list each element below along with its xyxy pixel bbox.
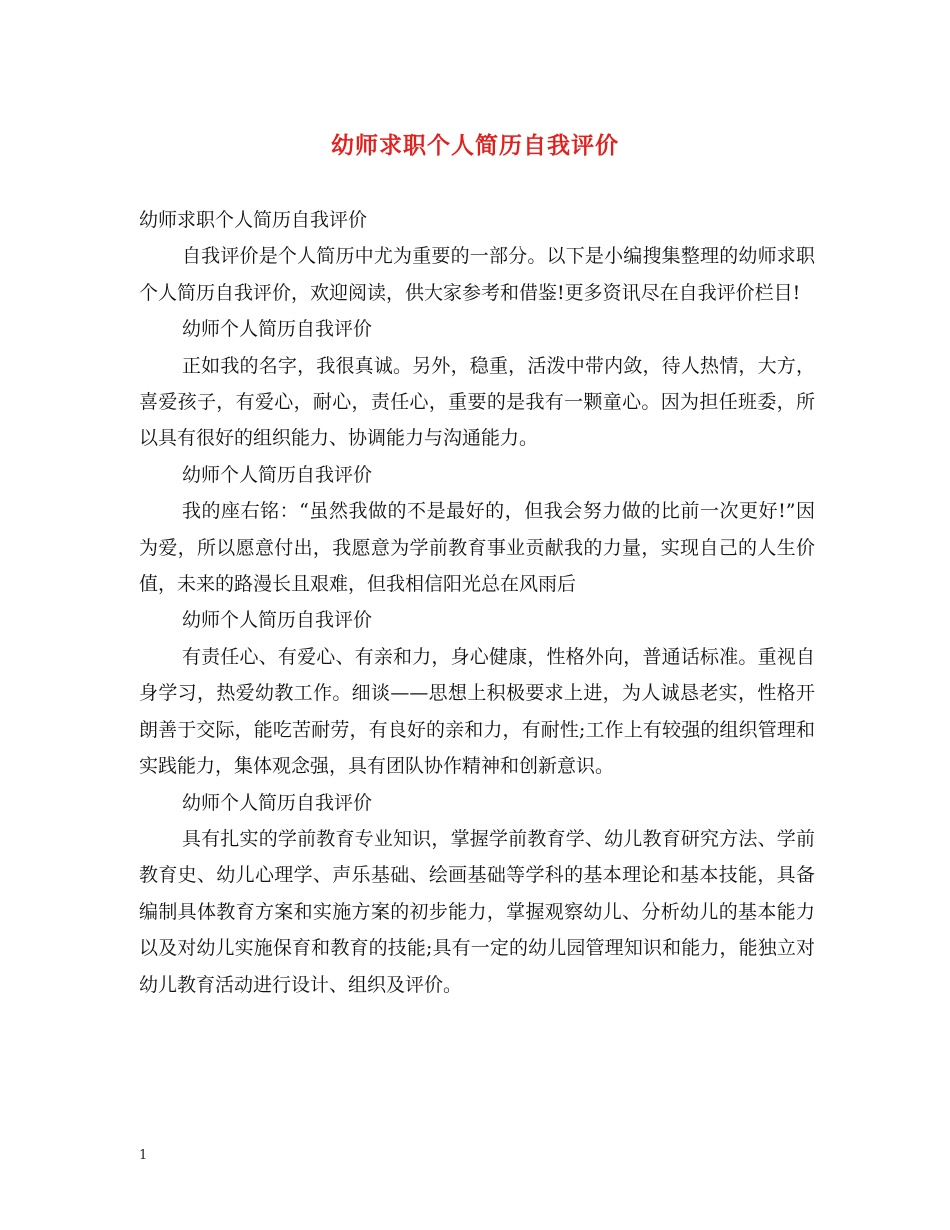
document-body <box>139 202 815 1003</box>
document-title: 幼师求职个人简历自我评价 <box>331 132 619 159</box>
page-number: 1 <box>139 1148 148 1163</box>
section-heading-1: 幼师个人简历自我评价 <box>182 318 373 341</box>
section-paragraph-2: 我的座右铭：“虽然我做的不是最好的，但我会努力做的比前一次更好!”因为爱，所以愿意付出，我愿意为学前教育事业贡献我的力量，实现自己的人生价值，未来的路漫长且艰难，但我相信阳光总在风雨后 <box>139 500 815 596</box>
section-heading-4: 幼师个人简历自我评价 <box>182 791 373 814</box>
section-paragraph-1: 正如我的名字，我很真诚。另外，稳重，活泼中带内敛，待人热情，大方，喜爱孩子，有爱心，耐心，责任心，重要的是我有一颗童心。因为担任班委，所以具有很好的组织能力、协调能力与沟通能力。 <box>139 354 815 450</box>
intro-paragraph: 自我评价是个人简历中尤为重要的一部分。以下是小编搜集整理的幼师求职个人简历自我评价，欢迎阅读，供大家参考和借鉴!更多资讯尽在自我评价栏目! <box>139 245 815 304</box>
section-paragraph-3: 有责任心、有爱心、有亲和力，身心健康，性格外向，普通话标准。重视自身学习，热爱幼教工作。细谈——思想上积极要求上进，为人诚恳老实，性格开朗善于交际，能吃苦耐劳，有良好的亲和力，有耐性;工作上有较强的组织管理和实践能力，集体观念强，具有团队协作精神和创新意识。 <box>139 645 815 778</box>
section-heading-2: 幼师个人简历自我评价 <box>182 463 373 486</box>
section-paragraph-4: 具有扎实的学前教育专业知识，掌握学前教育学、幼儿教育研究方法、学前教育史、幼儿心理学、声乐基础、绘画基础等学科的基本理论和基本技能，具备编制具体教育方案和实施方案的初步能力，掌握观察幼儿、分析幼儿的基本能力以及对幼儿实施保育和教育的技能;具有一定的幼儿园管理知识和能力，能独立对幼儿教育活动进行设计、组织及评价。 <box>139 827 815 996</box>
section-heading-3: 幼师个人简历自我评价 <box>182 609 373 632</box>
body-heading: 幼师求职个人简历自我评价 <box>139 209 368 231</box>
